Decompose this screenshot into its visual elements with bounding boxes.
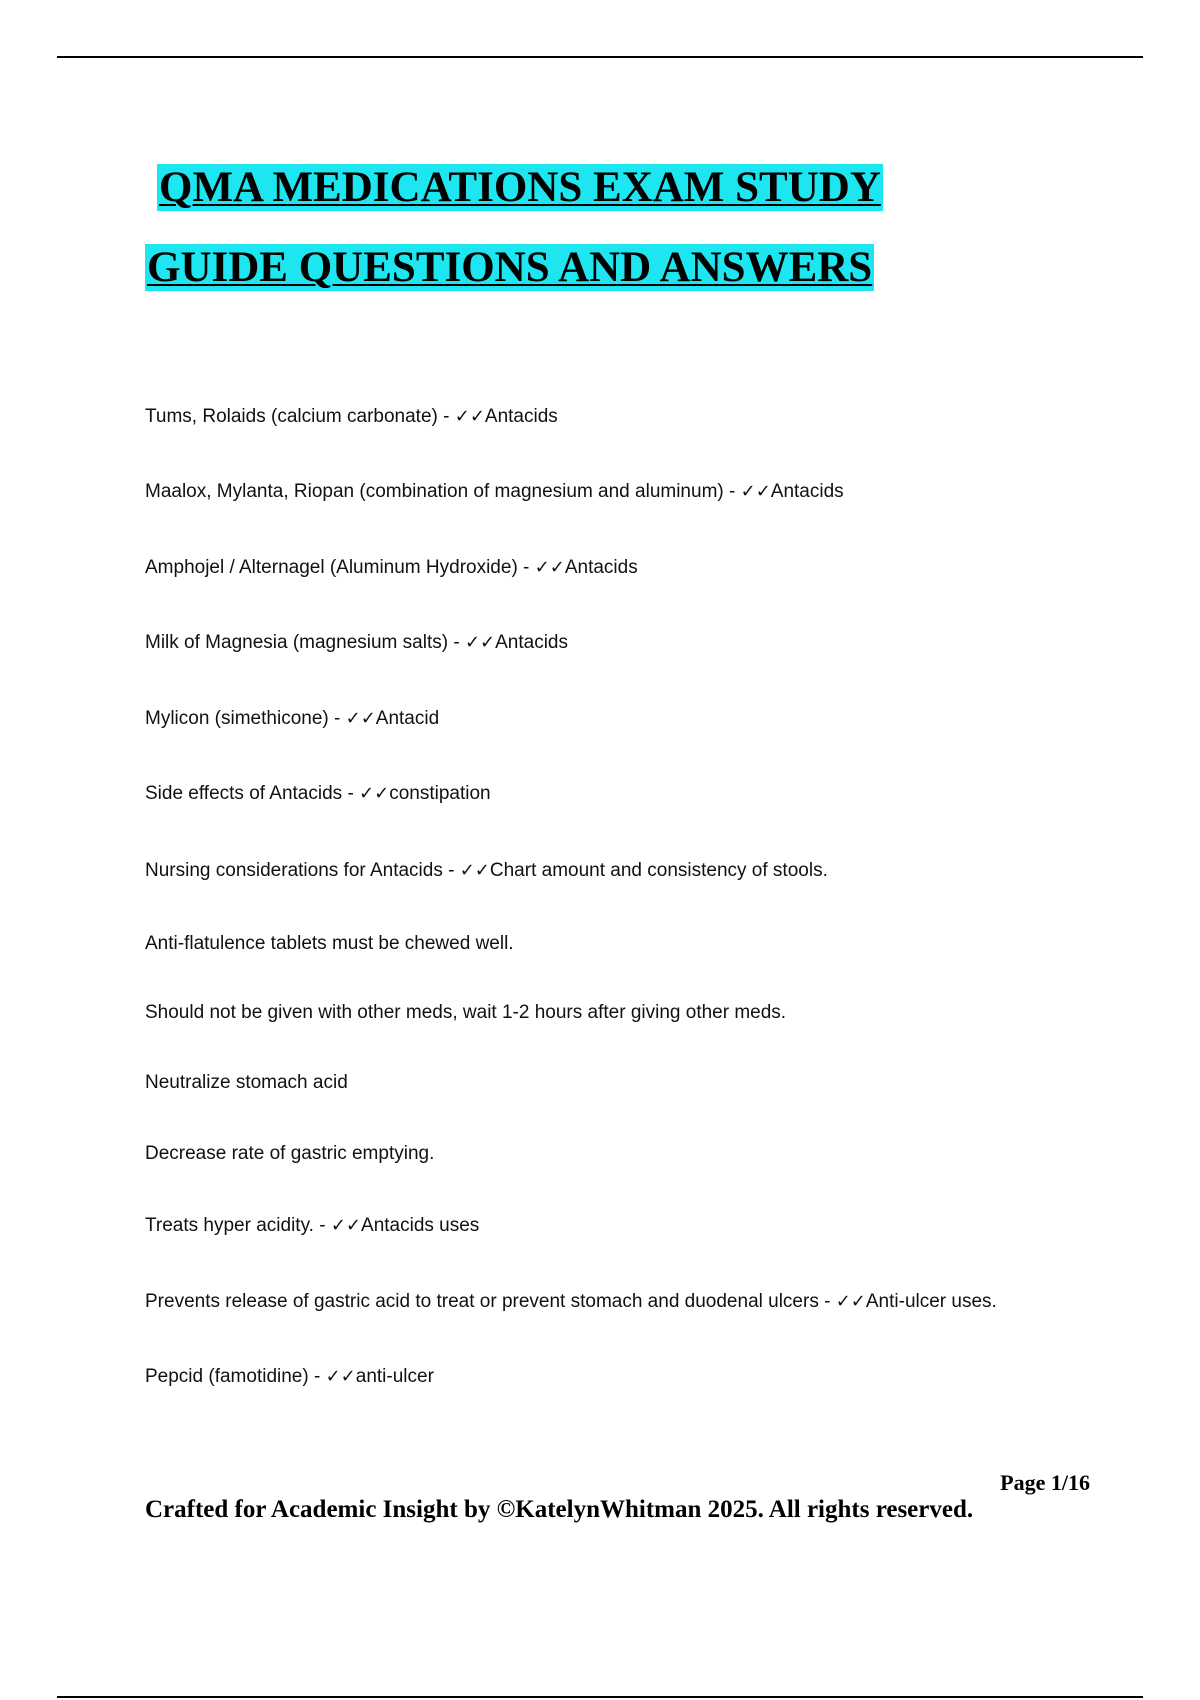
question-text: Side effects of Antacids - (145, 783, 360, 804)
answer-continuation: Should not be given with other meds, wait 1-2 hours after giving other meds. (145, 1002, 787, 1023)
question-text: Mylicon (simethicone) - (145, 708, 346, 729)
qa-entry (145, 631, 568, 655)
answer-text: constipation (389, 783, 491, 804)
double-check-icon: ✓✓ (454, 406, 485, 427)
answer-continuation: Neutralize stomach acid (145, 1072, 348, 1093)
double-check-icon: ✓✓ (464, 632, 496, 653)
qa-entry (145, 405, 558, 429)
qa-entry (145, 859, 828, 883)
top-rule (57, 56, 1143, 58)
answer-text: Antacids (564, 557, 638, 578)
qa-entry (145, 1365, 434, 1389)
question-text: Maalox, Mylanta, Riopan (combination of magnesium and aluminum) - (145, 481, 741, 502)
answer-continuation: Decrease rate of gastric emptying. (145, 1143, 435, 1164)
double-check-icon: ✓✓ (325, 1366, 356, 1387)
answer-text: Antacids (495, 632, 568, 653)
qa-entry (145, 782, 491, 806)
bottom-rule (57, 1696, 1143, 1698)
question-text: Treats hyper acidity. - (145, 1215, 331, 1236)
double-check-icon: ✓✓ (359, 783, 390, 804)
answer-text: Antacids uses (361, 1215, 480, 1236)
footer-copyright: Crafted for Academic Insight by ©KatelynWhitman 2025. All rights reserved. (145, 1496, 974, 1523)
question-text: Prevents release of gastric acid to treat or prevent stomach and duodenal ulcers - (145, 1291, 836, 1312)
double-check-icon: ✓✓ (330, 1215, 362, 1236)
title-line-2-text: GUIDE QUESTIONS AND ANSWERS (147, 244, 873, 291)
answer-text: Antacids (770, 481, 844, 502)
answer-continuation: Anti-flatulence tablets must be chewed well. (145, 933, 514, 954)
double-check-icon: ✓✓ (740, 481, 771, 502)
answer-text: Antacids (484, 406, 558, 427)
title-line-1-text: QMA MEDICATIONS EXAM STUDY (159, 164, 881, 211)
document-title (145, 160, 1045, 320)
title-line-1 (145, 160, 1045, 216)
qa-entry (145, 1290, 997, 1314)
double-check-icon: ✓✓ (534, 557, 565, 578)
page-number: Page 1/16 (1000, 1470, 1090, 1495)
qa-entry (145, 1214, 479, 1238)
qa-entry (145, 556, 638, 580)
question-text: Milk of Magnesia (magnesium salts) - (145, 632, 465, 653)
qa-entry (145, 707, 439, 731)
answer-text: Antacid (375, 708, 440, 729)
double-check-icon: ✓✓ (835, 1291, 866, 1312)
question-text: Tums, Rolaids (calcium carbonate) - (145, 406, 455, 427)
answer-text: Chart amount and consistency of stools. (489, 860, 828, 881)
double-check-icon: ✓✓ (345, 708, 376, 729)
answer-text: Anti-ulcer uses. (865, 1291, 997, 1312)
answer-text: anti-ulcer (355, 1366, 434, 1387)
double-check-icon: ✓✓ (459, 860, 490, 881)
question-text: Amphojel / Alternagel (Aluminum Hydroxide) - (145, 557, 535, 578)
qa-entry (145, 480, 844, 504)
question-text: Pepcid (famotidine) - (145, 1366, 326, 1387)
question-text: Nursing considerations for Antacids - (145, 860, 460, 881)
title-line-2 (145, 240, 1045, 296)
